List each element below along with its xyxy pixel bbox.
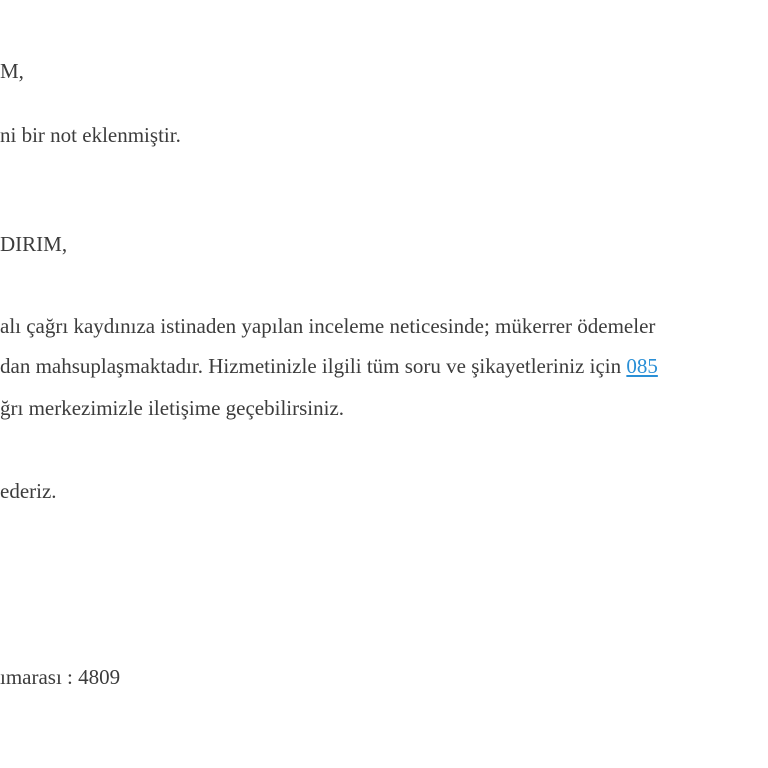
- body-line-2: [0, 353, 658, 379]
- greeting-text: M,: [0, 59, 24, 83]
- body-line-3: ğrı merkezimizle iletişime geçebilirsiniz.: [0, 396, 345, 420]
- thanks-text: ederiz.: [0, 479, 57, 503]
- salutation-text: DIRIM,: [0, 232, 68, 256]
- body-line-2-text: dan mahsuplaşmaktadır. Hizmetinizle ilgili tüm soru ve şikayetleriniz için: [0, 354, 627, 378]
- phone-number-link[interactable]: 085: [626, 354, 658, 378]
- note-added-text: ni bir not eklenmiştir.: [0, 123, 181, 147]
- reference-number-text: ımarası : 4809: [0, 665, 121, 689]
- body-line-1: alı çağrı kaydınıza istinaden yapılan inceleme neticesinde; mükerrer ödemeler: [0, 314, 656, 338]
